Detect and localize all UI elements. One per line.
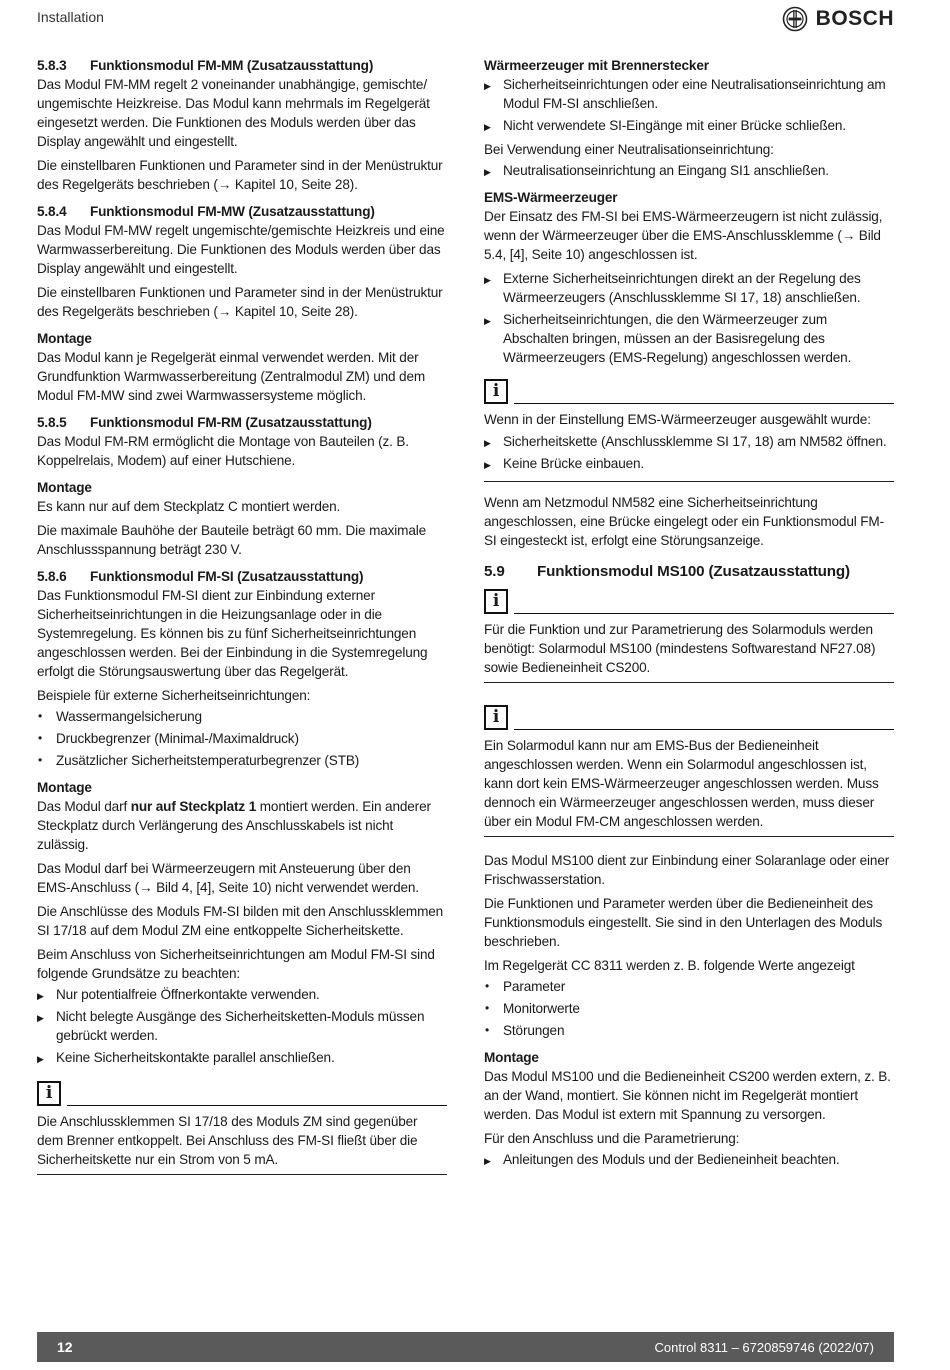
info-icon: i — [37, 1081, 61, 1106]
list-item: ▶ Keine Sicherheitskontakte parallel anschließen. — [37, 1048, 447, 1067]
list-item: ▶ Sicherheitseinrichtungen, die den Wärmeerzeuger zum Abschalten bringen, müssen an der Basisregelung des Wärmeerzeugers (EMS-Regelung) angeschlossen werden. — [484, 310, 894, 367]
divider — [514, 612, 894, 614]
subheading-montage: Montage — [37, 780, 92, 795]
section-number: 5.8.6 — [37, 569, 67, 584]
section-title: Funktionsmodul FM-MM (Zusatzausstattung) — [90, 58, 374, 73]
subheading-brennerstecker: Wärmeerzeuger mit Brennerstecker — [484, 58, 709, 73]
list-item: ▶ Sicherheitseinrichtungen oder eine Neutralisationseinrichtung am Modul FM-SI anschließen. — [484, 75, 894, 113]
list-item: • Wassermangelsicherung — [37, 707, 447, 726]
section-number: 5.8.4 — [37, 204, 67, 219]
list-item: • Monitorwerte — [484, 999, 894, 1018]
list-item: ▶ Nur potentialfreie Öffnerkontakte verwenden. — [37, 985, 447, 1004]
section-title: Funktionsmodul FM-MW (Zusatzausstattung) — [90, 204, 375, 219]
text-run: montiert werden. Ein anderer Steckplatz durch Verlängerung des Anschlusskabels ist nicht zulässig. — [37, 799, 431, 852]
info-icon: i — [484, 705, 508, 730]
arrow-list — [484, 161, 894, 180]
arrow-list — [484, 269, 894, 367]
section-5-8-4-heading — [37, 202, 447, 221]
subheading-ems: EMS-Wärmeerzeuger — [484, 190, 618, 205]
paragraph: Das Modul FM-RM ermöglicht die Montage von Bauteilen (z. B. Koppelrelais, Modem) auf einer Hutschiene. — [37, 434, 409, 468]
paragraph: Beim Anschluss von Sicherheitseinrichtungen am Modul FM-SI sind folgende Grundsätze zu beachten: — [37, 947, 435, 981]
section-5-8-6-heading — [37, 567, 447, 586]
info-icon: i — [484, 589, 508, 614]
bosch-armature-icon — [782, 6, 808, 32]
section-5-8-5-heading — [37, 413, 447, 432]
info-note — [37, 1081, 447, 1175]
list-item: ▶ Keine Brücke einbauen. — [484, 454, 894, 473]
section-5-9-heading — [484, 562, 894, 581]
brand-wordmark: BOSCH — [815, 7, 894, 30]
bullet-list-examples — [37, 707, 447, 770]
paragraph: Das Modul FM-MW regelt ungemischte/gemischte Heizkreis und eine Warmwasserbereitung. Die Funktionen des Moduls werden über das Display angewählt und eingestellt. — [37, 223, 445, 276]
divider — [514, 728, 894, 730]
paragraph: Das Modul kann je Regelgerät einmal verwendet werden. Mit der Grundfunktion Warmwasserbereitung (Zentralmodul ZM) und dem Modul FM-MW sind zwei Warmwassersysteme möglich. — [37, 350, 426, 403]
subheading-montage: Montage — [37, 480, 92, 495]
arrow-list — [484, 432, 894, 473]
paragraph: Wenn am Netzmodul NM582 eine Sicherheitseinrichtung angeschlossen, eine Brücke eingelegt oder ein Funktionsmodul FM-SI eingesteckt ist, erfolgt eine Störungsanzeige. — [484, 495, 884, 548]
section-number: 5.8.5 — [37, 415, 67, 430]
bullet-list-values — [484, 977, 894, 1040]
list-item: ▶ Nicht verwendete SI-Eingänge mit einer Brücke schließen. — [484, 116, 894, 135]
info-icon: i — [484, 379, 508, 404]
paragraph: Die Funktionen und Parameter werden über die Bedieneinheit des Funktionsmoduls eingestellt. Sie sind in den Unterlagen des Moduls beschrieben. — [484, 896, 883, 949]
section-title: Funktionsmodul FM-RM (Zusatzausstattung) — [90, 415, 372, 430]
paragraph: Das Modul MS100 und die Bedieneinheit CS200 werden extern, z. B. an der Wand, montiert. Sie können nicht im Regelgerät montiert werden. Das Modul ist extern mit Spannung zu versorgen. — [484, 1069, 891, 1122]
arrow-list-rules — [37, 985, 447, 1067]
brand-logo — [782, 6, 894, 32]
right-column — [484, 56, 894, 1174]
bold-text-run: nur auf Steckplatz 1 — [130, 799, 257, 814]
paragraph: Im Regelgerät CC 8311 werden z. B. folgende Werte angezeigt — [484, 958, 855, 973]
header-section-label: Installation — [37, 9, 104, 25]
list-item: • Parameter — [484, 977, 894, 996]
paragraph: Für den Anschluss und die Parametrierung: — [484, 1131, 740, 1146]
paragraph: Bei Verwendung einer Neutralisationseinrichtung: — [484, 142, 774, 157]
section-5-8-3-heading — [37, 56, 447, 75]
info-note — [484, 705, 894, 837]
section-number: 5.8.3 — [37, 58, 67, 73]
list-item: • Zusätzlicher Sicherheitstemperaturbegrenzer (STB) — [37, 751, 447, 770]
paragraph: Es kann nur auf dem Steckplatz C montiert werden. — [37, 499, 341, 514]
list-item: ▶ Externe Sicherheitseinrichtungen direkt an der Regelung des Wärmeerzeugers (Anschlussklemme SI 17, 18) anschließen. — [484, 269, 894, 307]
list-item: ▶ Nicht belegte Ausgänge des Sicherheitsketten-Moduls müssen gebrückt werden. — [37, 1007, 447, 1045]
paragraph: Beispiele für externe Sicherheitseinrichtungen: — [37, 688, 311, 703]
section-title: Funktionsmodul MS100 (Zusatzausstattung) — [537, 563, 850, 580]
note-text: Für die Funktion und zur Parametrierung des Solarmoduls werden benötigt: Solarmodul MS100 (mindestens Softwarestand NF27.08) sowie Bedieneinheit CS200. — [484, 622, 876, 675]
paragraph: Der Einsatz des FM-SI bei EMS-Wärmeerzeugern ist nicht zulässig, wenn der Wärmeerzeuger über die EMS-Anschlussklemme (→ Bild 5.4, [4], Seite 10) angeschlossen ist. — [484, 209, 883, 262]
document-reference: Control 8311 – 6720859746 (2022/07) — [654, 1339, 874, 1355]
section-number: 5.9 — [484, 563, 505, 580]
paragraph — [37, 797, 447, 854]
note-header — [484, 379, 894, 404]
section-title: Funktionsmodul FM-SI (Zusatzausstattung) — [90, 569, 364, 584]
divider — [67, 1104, 447, 1106]
note-header — [484, 589, 894, 614]
list-item: ▶ Anleitungen des Moduls und der Bedieneinheit beachten. — [484, 1150, 894, 1169]
paragraph: Das Modul FM-MM regelt 2 voneinander unabhängige, gemischte/ ungemischte Heizkreise. Das Modul kann mehrmals im Regelgerät eingesetzt werden. Die Funktionen des Moduls werden über das Display angewählt und eingestellt. — [37, 77, 430, 149]
subheading-montage: Montage — [484, 1050, 539, 1065]
list-item: ▶ Sicherheitskette (Anschlussklemme SI 17, 18) am NM582 öffnen. — [484, 432, 894, 451]
arrow-list — [484, 1150, 894, 1169]
paragraph: Das Modul MS100 dient zur Einbindung einer Solaranlage oder einer Frischwasserstation. — [484, 853, 890, 887]
page-footer — [37, 1332, 894, 1362]
note-header — [484, 705, 894, 730]
paragraph: Die maximale Bauhöhe der Bauteile beträgt 60 mm. Die maximale Anschlussspannung beträgt 230 V. — [37, 523, 427, 557]
page-number: 12 — [57, 1339, 73, 1355]
note-text: Ein Solarmodul kann nur am EMS-Bus der Bedieneinheit angeschlossen werden. Wenn ein Solarmodul angeschlossen ist, kann dort kein EMS-Wärmeerzeuger angeschlossen werden. Muss dennoch ein Wärmeerzeuger angeschlossen werden, muss dieser über ein Modul FM-CM angeschlossen werden. — [484, 738, 879, 829]
note-text: Die Anschlussklemmen SI 17/18 des Moduls ZM sind gegenüber dem Brenner entkoppelt. Bei Anschluss des FM-SI fließt über die Sicherheitskette nur ein Strom von 5 mA. — [37, 1114, 418, 1167]
note-text: Wenn in der Einstellung EMS-Wärmeerzeuger ausgewählt wurde: — [484, 412, 871, 427]
info-note — [484, 589, 894, 683]
paragraph: Das Modul darf bei Wärmeerzeugern mit Ansteuerung über den EMS-Anschluss (→ Bild 4, [4], Seite 10) nicht verwendet werden. — [37, 861, 419, 895]
paragraph: Das Funktionsmodul FM-SI dient zur Einbindung externer Sicherheitseinrichtungen in die Heizungsanlage oder in die Systemregelung. Es können bis zu fünf Sicherheitseinrichtungen angeschlossen werden. Bei der Einbindung in die Systemregelung erfolgt die Störungsauswertung über das Regelgerät. — [37, 588, 428, 679]
paragraph: Die Anschlüsse des Moduls FM-SI bilden mit den Anschlussklemmen SI 17/18 auf dem Modul ZM eine entkoppelte Sicherheitskette. — [37, 904, 444, 938]
subheading-montage: Montage — [37, 331, 92, 346]
paragraph: Die einstellbaren Funktionen und Parameter sind in der Menüstruktur des Regelgeräts beschrieben (→ Kapitel 10, Seite 28). — [37, 158, 443, 192]
arrow-list — [484, 75, 894, 135]
text-run: Das Modul darf — [37, 799, 131, 814]
note-header — [37, 1081, 447, 1106]
divider — [514, 402, 894, 404]
left-column — [37, 56, 447, 1186]
list-item: • Druckbegrenzer (Minimal-/Maximaldruck) — [37, 729, 447, 748]
list-item: • Störungen — [484, 1021, 894, 1040]
info-note — [484, 379, 894, 482]
list-item: ▶ Neutralisationseinrichtung an Eingang SI1 anschließen. — [484, 161, 894, 180]
paragraph: Die einstellbaren Funktionen und Parameter sind in der Menüstruktur des Regelgeräts beschrieben (→ Kapitel 10, Seite 28). — [37, 285, 443, 319]
